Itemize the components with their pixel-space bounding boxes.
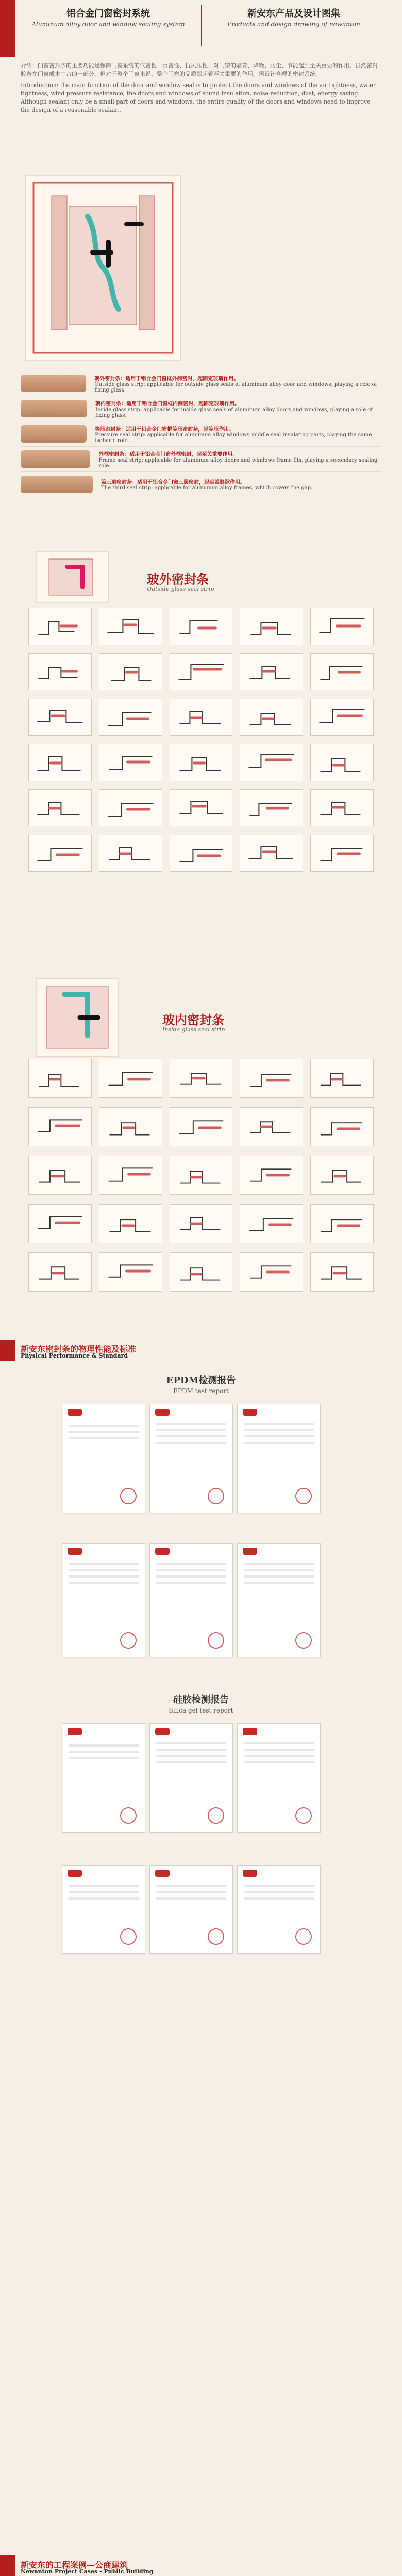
epdm-title-en: EPDM test report <box>173 1387 229 1395</box>
silica-report-title <box>0 1692 402 1714</box>
right-title-en: Products and design drawing of newanton <box>227 21 360 28</box>
seal-profile-tile <box>240 1059 303 1098</box>
report-doc <box>62 1865 145 1954</box>
seal-text <box>101 478 312 491</box>
seal-profile-tile <box>170 1107 233 1146</box>
silica-title-en: Silica gel test report <box>169 1707 233 1714</box>
seal-profile-tile <box>28 699 92 736</box>
seal-profile-tile <box>170 608 233 645</box>
report-logo-icon <box>243 1870 257 1877</box>
seal-profile-tile <box>99 744 162 781</box>
outside-title-en: Outside glass seal strip <box>147 586 214 592</box>
seal-text-en: Inside glass strip: applicable for inside glass seals of aluminum alloy doors and windows, playing a role of fixing glass. <box>95 406 373 418</box>
intro-en: Introduction: the main function of the door and window seal is to protect the doors and windows of the air tightness, water tightness, wind pressure resistance, the doors and windows of sound insulation, noise reduction, dust, energy saving. Although sealant only be a small part of doors and windows. the entire quality of the doors and windows need to improve the design of a reasonable sealant. <box>21 82 376 113</box>
seal-list <box>21 371 381 497</box>
seal-profile-tile <box>99 608 162 645</box>
band-title-cn: 新安东密封条的物理性能及标准 <box>21 1344 137 1354</box>
seal-profile-tile <box>240 789 303 826</box>
seal-profile-tile <box>28 1252 92 1292</box>
window-profile-drawing <box>21 170 186 366</box>
inside-title-cn: 玻内密封条 <box>162 1012 224 1027</box>
band-title-en: Physical Performance & Standard <box>21 1352 128 1359</box>
report-doc <box>149 1543 233 1657</box>
seal-profile-tile <box>170 699 233 736</box>
seal-profile-tile <box>310 1107 374 1146</box>
report-seal-icon <box>120 1632 137 1649</box>
seal-sample-image <box>21 450 90 468</box>
seal-text-en: Pressure seal strip: applicable for aluminum alloy windows middle seal insulating parts, playing the same isobaric role. <box>95 432 372 444</box>
seal-profile-tile <box>240 1252 303 1292</box>
seal-text-en: Frame seal strip: applicable for aluminum alloy doors and windows frame fits, playing a secondary sealing role. <box>98 457 378 469</box>
report-seal-icon <box>120 1807 137 1824</box>
seal-profile-tile <box>240 653 303 690</box>
left-title <box>21 6 196 28</box>
inside-title-en: Inside glass seal strip <box>162 1026 225 1033</box>
report-logo-icon <box>68 1548 82 1555</box>
seal-item <box>21 472 381 497</box>
seal-text <box>95 425 381 444</box>
silica-title-cn: 硅胶检测报告 <box>173 1694 229 1705</box>
outside-seal-drawing <box>31 546 113 608</box>
report-doc <box>237 1865 321 1954</box>
seal-sample-image <box>21 425 87 443</box>
seal-profile-tile <box>28 608 92 645</box>
seal-profile-tile <box>170 1204 233 1243</box>
seal-profile-tile <box>99 1252 162 1292</box>
seal-item <box>21 396 381 421</box>
right-title-cn: 新安东产品及设计图集 <box>247 8 340 19</box>
seal-profile-tile <box>170 744 233 781</box>
band-accent <box>0 2555 15 2576</box>
seal-profile-tile <box>310 1252 374 1292</box>
seal-profile-tile <box>99 1204 162 1243</box>
report-doc <box>237 1404 321 1513</box>
report-doc <box>62 1543 145 1657</box>
report-doc <box>149 1723 233 1833</box>
seal-text <box>95 399 381 418</box>
seal-profile-tile <box>240 608 303 645</box>
seal-profile-tile <box>28 653 92 690</box>
report-seal-icon <box>295 1807 312 1824</box>
report-doc <box>237 1543 321 1657</box>
report-seal-icon <box>208 1488 224 1504</box>
seal-profile-tile <box>310 608 374 645</box>
inside-seal-grid <box>28 1059 374 1292</box>
seal-sample-image <box>21 476 93 493</box>
report-logo-icon <box>243 1409 257 1416</box>
left-title-cn: 铝合金门窗密封系统 <box>66 8 150 19</box>
report-seal-icon <box>295 1632 312 1649</box>
seal-profile-tile <box>240 835 303 872</box>
report-doc <box>237 1723 321 1833</box>
seal-item <box>21 421 381 447</box>
seal-profile-tile <box>310 1059 374 1098</box>
seal-profile-tile <box>99 1059 162 1098</box>
report-doc <box>62 1723 145 1833</box>
section-band-projects <box>0 2555 402 2576</box>
outside-seal-grid <box>28 608 374 872</box>
seal-profile-tile <box>170 835 233 872</box>
seal-profile-tile <box>28 1059 92 1098</box>
report-seal-icon <box>120 1488 137 1504</box>
seal-profile-tile <box>240 1204 303 1243</box>
seal-profile-tile <box>240 744 303 781</box>
seal-profile-tile <box>28 1107 92 1146</box>
left-title-en: Aluminum alloy door and window sealing system <box>31 21 185 28</box>
inside-seal-drawing <box>31 974 124 1061</box>
seal-item <box>21 447 381 472</box>
seal-profile-tile <box>99 699 162 736</box>
report-logo-icon <box>155 1728 170 1735</box>
report-logo-icon <box>68 1870 82 1877</box>
report-logo-icon <box>243 1548 257 1555</box>
seal-profile-tile <box>99 653 162 690</box>
seal-profile-tile <box>310 789 374 826</box>
seal-text-cn: 第三道密封条：适用于铝合金门窗三层密封，起遮盖缝隙作用。 <box>101 480 245 485</box>
seal-profile-tile <box>170 653 233 690</box>
seal-profile-tile <box>310 1156 374 1195</box>
seal-text <box>98 450 381 469</box>
outside-title-cn: 玻外密封条 <box>147 572 209 587</box>
band-title-en: Newanton Project Cases - Public Building <box>21 2568 154 2575</box>
seal-text-en: Outside glass strip: applicable for outside glass seals of aluminum alloy door and windows, playing a role of fixing glass. <box>94 381 377 393</box>
report-logo-icon <box>155 1548 170 1555</box>
report-logo-icon <box>68 1409 82 1416</box>
report-doc <box>149 1404 233 1513</box>
seal-profile-tile <box>170 1252 233 1292</box>
seal-sample-image <box>21 375 86 392</box>
seal-text <box>94 374 381 393</box>
intro <box>21 62 381 114</box>
seal-text-cn: 朝内密封条：适用于铝合金门窗框内侧密封，起固定玻璃作用。 <box>95 401 240 407</box>
band-title-cn: 新安东的工程案例—公商建筑 <box>21 2560 128 2570</box>
seal-profile-tile <box>28 1204 92 1243</box>
seal-sample-image <box>21 400 87 417</box>
section-band-performance <box>0 1340 402 1361</box>
report-seal-icon <box>208 1807 224 1824</box>
seal-profile-tile <box>240 699 303 736</box>
report-seal-icon <box>208 1928 224 1945</box>
seal-profile-tile <box>170 1059 233 1098</box>
right-title <box>206 6 381 28</box>
seal-profile-tile <box>28 744 92 781</box>
seal-profile-tile <box>310 1204 374 1243</box>
seal-profile-tile <box>28 1156 92 1195</box>
seal-text-cn: 等压密封条：适用于铝合金门窗框等压密封条，起等压作用。 <box>95 426 234 432</box>
seal-profile-tile <box>240 1107 303 1146</box>
report-seal-icon <box>295 1488 312 1504</box>
header-accent-bar <box>0 0 15 57</box>
header-divider <box>201 5 202 46</box>
seal-profile-tile <box>310 744 374 781</box>
seal-profile-tile <box>310 699 374 736</box>
report-doc <box>149 1865 233 1954</box>
seal-profile-tile <box>240 1156 303 1195</box>
report-logo-icon <box>155 1409 170 1416</box>
intro-cn: 介绍：门窗密封条的主要功能是保障门窗系统的气密性、水密性、抗风压性、对门窗的隔音、降噪、防尘、节能起到至关重要的作用。虽然密封胶条在门窗成本中占的一部分，但对于整个门窗来说，整个门窗的品质都起着至关重要的作用。需设计合理的密封系统。 <box>21 62 378 77</box>
epdm-title-cn: EPDM检测报告 <box>166 1375 236 1386</box>
seal-text-cn: 朝外密封条：适用于铝合金门窗框外侧密封，起固定玻璃作用。 <box>94 376 239 382</box>
report-logo-icon <box>155 1870 170 1877</box>
seal-text-en: The third seal strip: applicable for aluminum alloy frames, which covers the gap. <box>101 485 313 491</box>
report-logo-icon <box>68 1728 82 1735</box>
seal-profile-tile <box>170 789 233 826</box>
seal-profile-tile <box>310 835 374 872</box>
seal-profile-tile <box>99 1156 162 1195</box>
report-seal-icon <box>208 1632 224 1649</box>
seal-profile-tile <box>310 653 374 690</box>
window-profile-svg <box>21 170 186 366</box>
report-seal-icon <box>295 1928 312 1945</box>
seal-profile-tile <box>28 835 92 872</box>
epdm-report-title <box>0 1373 402 1395</box>
seal-profile-tile <box>99 835 162 872</box>
seal-profile-tile <box>99 789 162 826</box>
seal-profile-tile <box>170 1156 233 1195</box>
report-logo-icon <box>243 1728 257 1735</box>
report-seal-icon <box>120 1928 137 1945</box>
band-accent <box>0 1340 15 1361</box>
seal-profile-tile <box>28 789 92 826</box>
seal-text-cn: 外框密封条：适用于铝合金门窗外框密封，起至关重要作用。 <box>98 451 238 457</box>
header <box>0 0 402 57</box>
report-doc <box>62 1404 145 1513</box>
seal-profile-tile <box>99 1107 162 1146</box>
seal-item <box>21 371 381 396</box>
inside-seal-svg <box>31 974 124 1061</box>
outside-seal-svg <box>31 546 113 608</box>
